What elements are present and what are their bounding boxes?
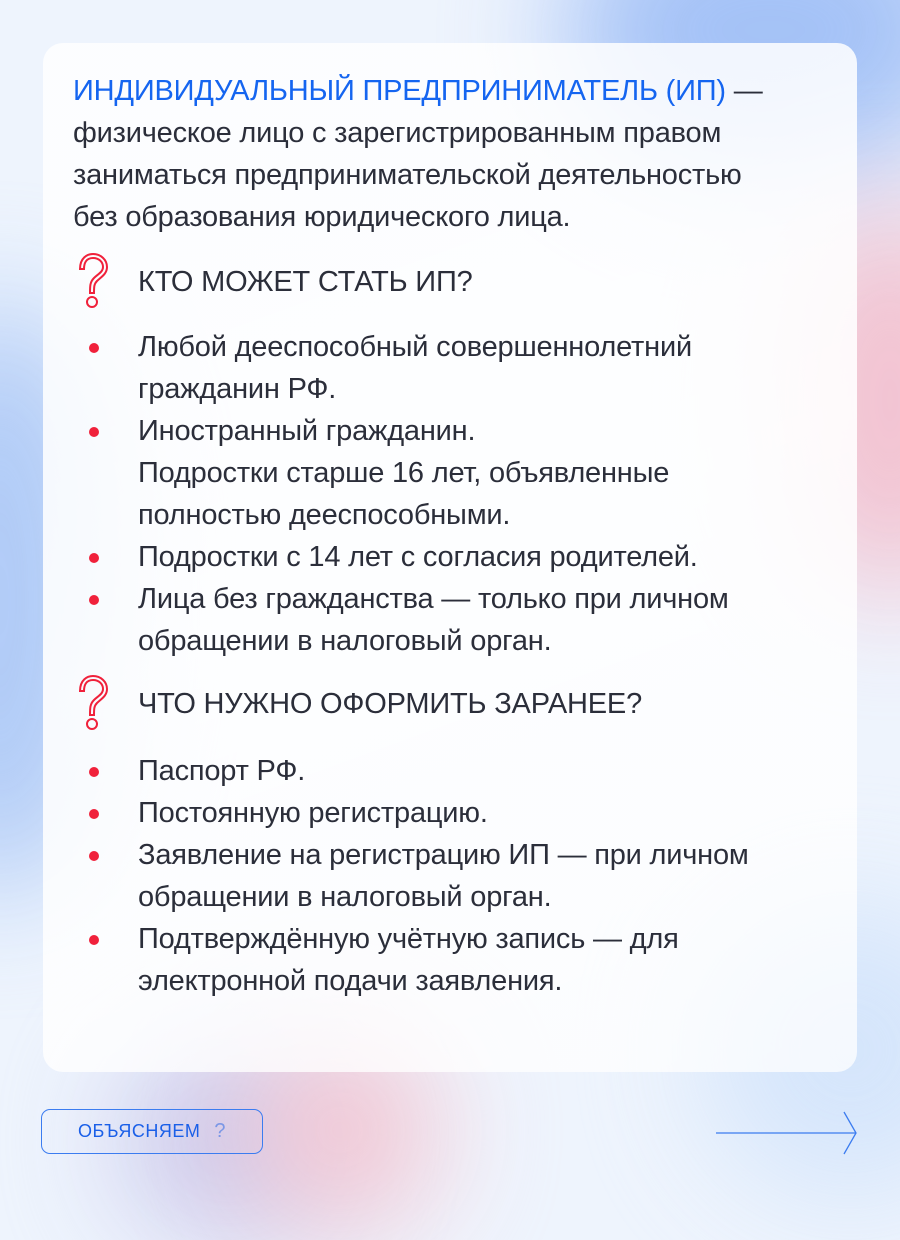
question-mark-icon — [73, 674, 113, 734]
explain-button[interactable] — [41, 1109, 263, 1154]
arrow-right-icon[interactable] — [714, 1111, 860, 1155]
section-heading-prepare — [73, 674, 642, 734]
bullet-icon — [89, 767, 99, 777]
bullet-icon — [89, 343, 99, 353]
list-item: Иностранный гражданин. Подростки старше 16 лет, объявленные полностью дееспособными. — [73, 410, 843, 536]
definition-text — [73, 70, 843, 238]
list-item: Постоянную регистрацию. — [73, 792, 843, 834]
section-title: КТО МОЖЕТ СТАТЬ ИП? — [138, 265, 473, 298]
bullet-icon — [89, 935, 99, 945]
definition-line-1 — [73, 70, 843, 112]
list-item: Лица без гражданства — только при личном обращении в налоговый орган. — [73, 578, 843, 662]
section-heading-who — [73, 252, 473, 312]
list-item: Паспорт РФ. — [73, 750, 843, 792]
bullet-icon — [89, 595, 99, 605]
question-icon: ? — [214, 1120, 226, 1142]
list-item: Заявление на регистрацию ИП — при личном обращении в налоговый орган. — [73, 834, 843, 918]
prepare-list — [73, 750, 843, 1002]
definition-line-3: заниматься предпринимательской деятельностью — [73, 159, 742, 191]
term-dash: — — [725, 75, 763, 107]
section-title: ЧТО НУЖНО ОФОРМИТЬ ЗАРАНЕЕ? — [138, 687, 642, 720]
explain-button-label: ОБЪЯСНЯЕМ — [78, 1121, 201, 1141]
question-mark-icon — [73, 252, 113, 312]
bullet-icon — [89, 553, 99, 563]
list-item: Любой дееспособный совершеннолетний гражданин РФ. — [73, 326, 843, 410]
bullet-icon — [89, 851, 99, 861]
definition-line-4: без образования юридического лица. — [73, 201, 571, 233]
definition-line-2: физическое лицо с зарегистрированным правом — [73, 117, 722, 149]
bullet-icon — [89, 427, 99, 437]
list-item: Подростки с 14 лет с согласия родителей. — [73, 536, 843, 578]
bullet-icon — [89, 809, 99, 819]
term-highlight: ИНДИВИДУАЛЬНЫЙ ПРЕДПРИНИМАТЕЛЬ (ИП) — [73, 75, 726, 107]
list-item: Подтверждённую учётную запись — для электронной подачи заявления. — [73, 918, 843, 1002]
who-list — [73, 326, 843, 662]
